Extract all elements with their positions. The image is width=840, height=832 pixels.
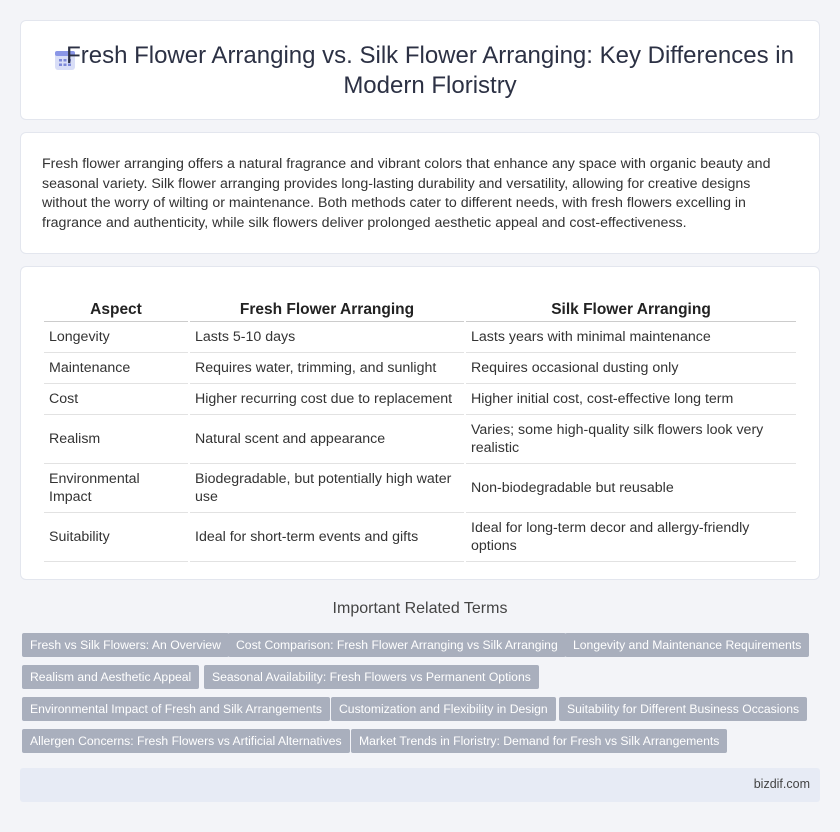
related-term-tag[interactable]: Fresh vs Silk Flowers: An Overview — [22, 633, 229, 657]
table-cell: Maintenance — [44, 353, 188, 384]
related-term-tag[interactable]: Seasonal Availability: Fresh Flowers vs Permanent Options — [204, 665, 539, 689]
footer-bar — [20, 768, 820, 802]
table-cell: Natural scent and appearance — [190, 415, 464, 464]
comparison-table — [42, 293, 798, 562]
related-term-tag[interactable]: Environmental Impact of Fresh and Silk Arrangements — [22, 697, 330, 721]
header-card — [20, 20, 820, 120]
table-cell: Realism — [44, 415, 188, 464]
table-cell: Longevity — [44, 322, 188, 353]
table-cell: Higher initial cost, cost-effective long term — [466, 384, 796, 415]
table-cell: Lasts 5-10 days — [190, 322, 464, 353]
table-cell: Varies; some high-quality silk flowers look very realistic — [466, 415, 796, 464]
table-cell: Non-biodegradable but reusable — [466, 464, 796, 513]
table-cell: Biodegradable, but potentially high water use — [190, 464, 464, 513]
table-cell: Higher recurring cost due to replacement — [190, 384, 464, 415]
related-terms-list — [22, 633, 822, 761]
table-cell: Requires water, trimming, and sunlight — [190, 353, 464, 384]
related-term-tag[interactable]: Customization and Flexibility in Design — [331, 697, 556, 721]
table-cell: Cost — [44, 384, 188, 415]
column-header: Aspect — [44, 293, 188, 322]
related-term-tag[interactable]: Suitability for Different Business Occasions — [559, 697, 807, 721]
table-row — [44, 353, 796, 384]
table-cell: Environmental Impact — [44, 464, 188, 513]
site-name[interactable]: bizdif.com — [753, 777, 810, 791]
table-cell: Ideal for long-term decor and allergy-friendly options — [466, 513, 796, 562]
page-title: Fresh Flower Arranging vs. Silk Flower Arranging: Key Differences in Modern Floristry — [66, 42, 794, 99]
table-row — [44, 322, 796, 353]
column-header: Fresh Flower Arranging — [190, 293, 464, 322]
intro-paragraph: Fresh flower arranging offers a natural fragrance and vibrant colors that enhance any space with organic beauty and seasonal variety. Silk flower arranging provides long-lasting durability and versatility, allowing for creative designs without the worry of wilting or maintenance. Both methods cater to different needs, with fresh flowers excelling in fragrance and authenticity, while silk flowers deliver prolonged aesthetic appeal and cost-effectiveness. — [42, 156, 771, 231]
comparison-card — [20, 266, 820, 580]
related-term-tag[interactable]: Realism and Aesthetic Appeal — [22, 665, 199, 689]
intro-card — [20, 132, 820, 254]
related-term-tag[interactable]: Allergen Concerns: Fresh Flowers vs Artificial Alternatives — [22, 729, 350, 753]
related-term-tag[interactable]: Longevity and Maintenance Requirements — [565, 633, 809, 657]
related-term-tag[interactable]: Cost Comparison: Fresh Flower Arranging vs Silk Arranging — [228, 633, 566, 657]
related-term-tag[interactable]: Market Trends in Floristry: Demand for Fresh vs Silk Arrangements — [351, 729, 727, 753]
related-terms-title: Important Related Terms — [332, 600, 508, 617]
table-cell: Ideal for short-term events and gifts — [190, 513, 464, 562]
table-cell: Lasts years with minimal maintenance — [466, 322, 796, 353]
table-row — [44, 464, 796, 513]
column-header: Silk Flower Arranging — [466, 293, 796, 322]
table-cell: Requires occasional dusting only — [466, 353, 796, 384]
table-row — [44, 384, 796, 415]
table-row — [44, 513, 796, 562]
table-row — [44, 415, 796, 464]
table-cell: Suitability — [44, 513, 188, 562]
